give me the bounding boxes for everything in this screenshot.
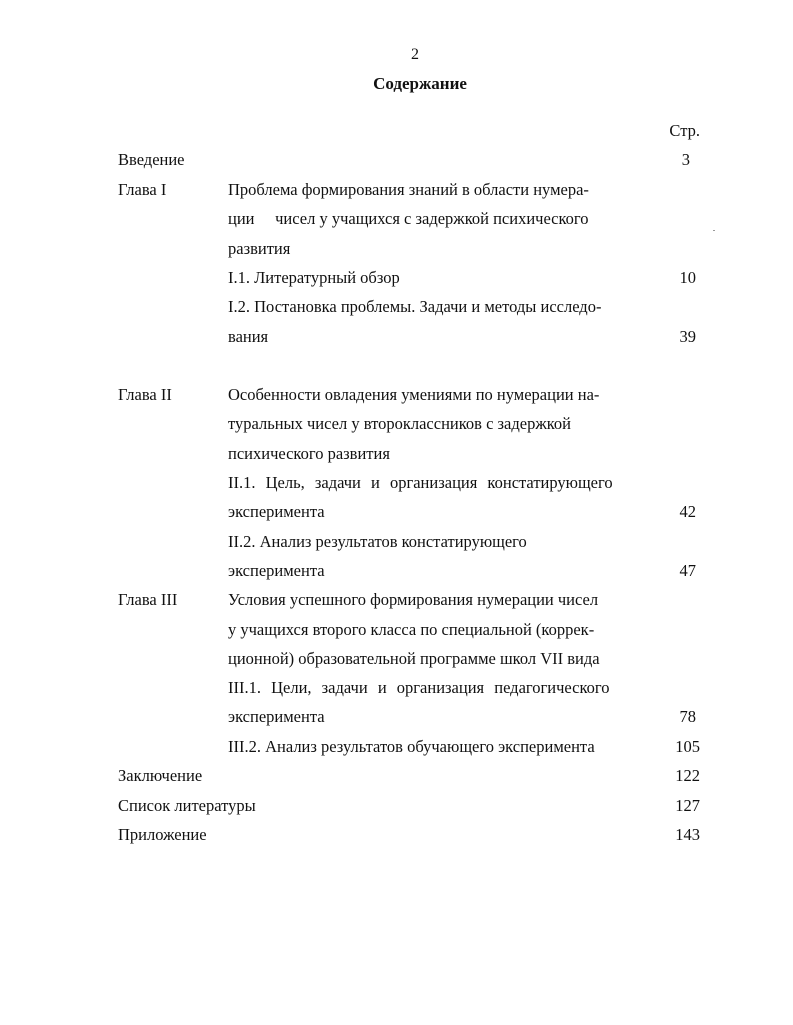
scan-speck: [713, 230, 715, 231]
toc-section-1-2-cont: вания: [228, 327, 269, 346]
toc-chapter3-label[interactable]: Глава III: [118, 590, 178, 609]
toc-section-2-1[interactable]: II.1. Цель, задачи и организация констатирующего: [228, 473, 613, 492]
toc-section-2-2[interactable]: II.2. Анализ результатов констатирующего: [228, 532, 527, 551]
toc-appendix-label[interactable]: Приложение: [118, 825, 207, 844]
toc-chapter2-title-line: психического развития: [228, 444, 390, 463]
toc-appendix-page: 143: [675, 825, 700, 844]
toc-section-3-2[interactable]: III.2. Анализ результатов обучающего эксперимента: [228, 737, 595, 756]
toc-section-2-2-cont: эксперимента: [228, 561, 325, 580]
toc-references-label[interactable]: Список литературы: [118, 796, 256, 815]
page-title: Содержание: [373, 74, 467, 93]
page-column-header: Стр.: [669, 121, 700, 140]
toc-chapter1-title-line: развития: [228, 239, 291, 258]
toc-section-1-1[interactable]: I.1. Литературный обзор: [228, 268, 400, 287]
toc-chapter3-title-line: у учащихся второго класса по специальной (коррек-: [228, 620, 595, 639]
toc-chapter1-label[interactable]: Глава I: [118, 180, 167, 199]
toc-section-3-1-cont: эксперимента: [228, 707, 325, 726]
toc-conclusion-label[interactable]: Заключение: [118, 766, 203, 785]
toc-intro-page: 3: [681, 150, 690, 169]
toc-conclusion-page: 122: [675, 766, 700, 785]
toc-section-3-1-page: 78: [679, 707, 696, 726]
toc-chapter1-title-line: Проблема формирования знаний в области нумера-: [228, 180, 589, 199]
toc-section-3-1[interactable]: III.1. Цели, задачи и организация педагогического: [228, 678, 610, 697]
toc-section-2-1-page: 42: [679, 502, 696, 521]
toc-chapter2-title-line: Особенности овладения умениями по нумерации на-: [228, 385, 600, 404]
toc-section-1-2-page: 39: [679, 327, 696, 346]
toc-chapter1-title-line: ции чисел у учащихся с задержкой психического: [228, 209, 589, 228]
toc-chapter3-title-line: ционной) образовательной программе школ VII вида: [228, 649, 600, 668]
toc-intro-label[interactable]: Введение: [118, 150, 185, 169]
toc-section-1-2[interactable]: I.2. Постановка проблемы. Задачи и методы исследо-: [228, 297, 602, 316]
toc-references-page: 127: [675, 796, 700, 815]
toc-section-2-1-cont: эксперимента: [228, 502, 325, 521]
toc-chapter2-label[interactable]: Глава II: [118, 385, 172, 404]
toc-chapter3-title-line: Условия успешного формирования нумерации чисел: [228, 590, 599, 609]
page-number: 2: [411, 46, 419, 63]
toc-section-3-2-page: 105: [675, 737, 700, 756]
toc-section-2-2-page: 47: [679, 561, 696, 580]
toc-chapter2-title-line: туральных чисел у второклассников с задержкой: [228, 414, 571, 433]
toc-section-1-1-page: 10: [679, 268, 696, 287]
